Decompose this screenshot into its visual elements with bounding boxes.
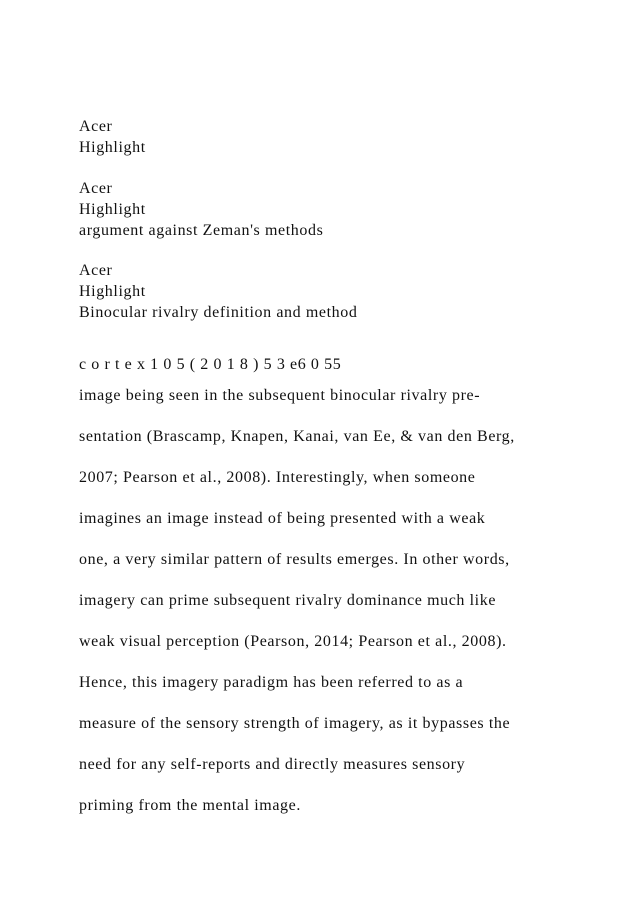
body-line: measure of the sensory strength of imagery, as it bypasses the [79, 715, 511, 732]
running-header: c o r t e x 1 0 5 ( 2 0 1 8 ) 5 3 e6 0 55 [79, 356, 342, 373]
body-line: Hence, this imagery paradigm has been referred to as a [79, 674, 464, 691]
body-line: weak visual perception (Pearson, 2014; Pearson et al., 2008). [79, 633, 507, 650]
body-line: need for any self-reports and directly measures sensory [79, 756, 466, 773]
annotation-type: Highlight [79, 283, 146, 300]
body-line: imagery can prime subsequent rivalry dominance much like [79, 592, 497, 609]
annotation-note: argument against Zeman's methods [79, 222, 324, 239]
body-line: priming from the mental image. [79, 797, 301, 814]
annotation-author: Acer [79, 180, 113, 197]
annotation-type: Highlight [79, 139, 146, 156]
body-line: image being seen in the subsequent binocular rivalry pre- [79, 387, 481, 404]
body-line: sentation (Brascamp, Knapen, Kanai, van Ee, & van den Berg, [79, 428, 515, 445]
annotation-author: Acer [79, 262, 113, 279]
body-line: 2007; Pearson et al., 2008). Interestingly, when someone [79, 469, 476, 486]
body-line: imagines an image instead of being presented with a weak [79, 510, 486, 527]
annotation-type: Highlight [79, 201, 146, 218]
annotation-author: Acer [79, 118, 113, 135]
annotation-note: Binocular rivalry definition and method [79, 304, 358, 321]
body-line: one, a very similar pattern of results emerges. In other words, [79, 551, 510, 568]
